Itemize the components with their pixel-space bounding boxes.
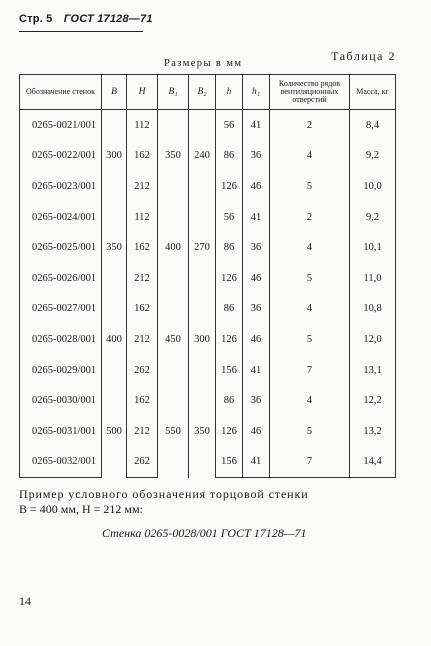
cell-vents: 5	[270, 171, 350, 202]
cell-h: 126	[216, 324, 243, 355]
cell-h: 56	[216, 202, 243, 233]
cell-vents: 7	[270, 355, 350, 386]
cell-vents: 4	[270, 232, 350, 263]
cell-vents: 4	[270, 141, 350, 172]
example-line-2: B = 400 мм, H = 212 мм:	[19, 502, 143, 516]
table-row	[20, 202, 396, 233]
example-line-1: Пример условного обозначения торцовой стенки	[19, 487, 309, 501]
cell-H: 212	[127, 416, 158, 447]
cell-h1: 36	[243, 385, 270, 416]
header-rule	[19, 31, 143, 32]
cell-vents: 4	[270, 385, 350, 416]
cell-H: 262	[127, 355, 158, 386]
col-h: h	[216, 75, 243, 110]
cell-B2: 300	[189, 294, 216, 386]
cell-mass: 13,1	[350, 355, 396, 386]
col-B2: B₂	[189, 75, 216, 110]
cell-B: 500	[102, 385, 127, 477]
cell-B1: 400	[158, 202, 189, 294]
table-caption: Таблица 2	[331, 49, 396, 63]
cell-mass: 9,2	[350, 141, 396, 172]
cell-h: 56	[216, 110, 243, 141]
cell-mass: 11,0	[350, 263, 396, 294]
cell-H: 112	[127, 202, 158, 233]
cell-H: 162	[127, 141, 158, 172]
col-mass: Масса, кг	[350, 75, 396, 110]
cell-h1: 46	[243, 416, 270, 447]
cell-H: 212	[127, 324, 158, 355]
cell-B1: 550	[158, 385, 189, 477]
cell-B2: 240	[189, 110, 216, 202]
cell-h: 126	[216, 416, 243, 447]
designation-example	[19, 487, 395, 540]
cell-mass: 12,0	[350, 324, 396, 355]
cell-designation: 0265-0031/001	[20, 416, 102, 447]
cell-designation: 0265-0022/001	[20, 141, 102, 172]
cell-vents: 5	[270, 324, 350, 355]
cell-H: 162	[127, 232, 158, 263]
cell-h1: 36	[243, 141, 270, 172]
col-designation: Обозначение стенок	[20, 75, 102, 110]
cell-H: 112	[127, 110, 158, 141]
col-h1: h₁	[243, 75, 270, 110]
col-vents: Количество рядов вентиляционных отверстий	[270, 75, 350, 110]
cell-h1: 36	[243, 232, 270, 263]
cell-h1: 41	[243, 202, 270, 233]
cell-H: 162	[127, 385, 158, 416]
cell-h: 86	[216, 141, 243, 172]
cell-mass: 14,4	[350, 447, 396, 478]
cell-designation: 0265-0021/001	[20, 110, 102, 141]
cell-vents: 5	[270, 263, 350, 294]
cell-designation: 0265-0027/001	[20, 294, 102, 325]
cell-B1: 350	[158, 110, 189, 202]
cell-mass: 10,0	[350, 171, 396, 202]
table-row	[20, 294, 396, 325]
page-number: 14	[19, 594, 31, 608]
cell-mass: 12,2	[350, 385, 396, 416]
cell-B1: 450	[158, 294, 189, 386]
dimensions-table	[19, 74, 396, 478]
cell-designation: 0265-0024/001	[20, 202, 102, 233]
dimensions-caption: Размеры в мм	[164, 58, 243, 69]
cell-h: 86	[216, 294, 243, 325]
cell-H: 212	[127, 171, 158, 202]
cell-vents: 2	[270, 110, 350, 141]
cell-h1: 46	[243, 263, 270, 294]
cell-vents: 5	[270, 416, 350, 447]
cell-designation: 0265-0025/001	[20, 232, 102, 263]
example-designation: Стенка 0265-0028/001 ГОСТ 17128—71	[102, 526, 307, 540]
cell-h1: 46	[243, 171, 270, 202]
cell-designation: 0265-0026/001	[20, 263, 102, 294]
cell-designation: 0265-0032/001	[20, 447, 102, 478]
col-H: H	[127, 75, 158, 110]
cell-designation: 0265-0030/001	[20, 385, 102, 416]
cell-vents: 7	[270, 447, 350, 478]
cell-vents: 4	[270, 294, 350, 325]
page-header	[19, 13, 153, 25]
cell-designation: 0265-0028/001	[20, 324, 102, 355]
cell-H: 162	[127, 294, 158, 325]
col-B: B	[102, 75, 127, 110]
cell-mass: 13,2	[350, 416, 396, 447]
cell-mass: 8,4	[350, 110, 396, 141]
cell-h1: 46	[243, 324, 270, 355]
cell-vents: 2	[270, 202, 350, 233]
cell-designation: 0265-0029/001	[20, 355, 102, 386]
cell-H: 262	[127, 447, 158, 478]
table-row	[20, 385, 396, 416]
cell-B: 400	[102, 294, 127, 386]
cell-B2: 350	[189, 385, 216, 477]
cell-h: 126	[216, 263, 243, 294]
cell-h1: 41	[243, 110, 270, 141]
cell-B: 350	[102, 202, 127, 294]
cell-h: 86	[216, 385, 243, 416]
cell-h: 126	[216, 171, 243, 202]
cell-h1: 36	[243, 294, 270, 325]
page-label: Стр. 5	[19, 13, 53, 25]
cell-h: 156	[216, 355, 243, 386]
cell-H: 212	[127, 263, 158, 294]
cell-mass: 9,2	[350, 202, 396, 233]
cell-mass: 10,1	[350, 232, 396, 263]
cell-B: 300	[102, 110, 127, 202]
standard-code: ГОСТ 17128—71	[63, 13, 153, 25]
cell-h: 86	[216, 232, 243, 263]
table-row	[20, 110, 396, 141]
cell-h: 156	[216, 447, 243, 478]
cell-h1: 41	[243, 355, 270, 386]
col-B1: B₁	[158, 75, 189, 110]
cell-B2: 270	[189, 202, 216, 294]
cell-mass: 10,8	[350, 294, 396, 325]
table-header-row	[20, 75, 396, 110]
cell-h1: 41	[243, 447, 270, 478]
cell-designation: 0265-0023/001	[20, 171, 102, 202]
